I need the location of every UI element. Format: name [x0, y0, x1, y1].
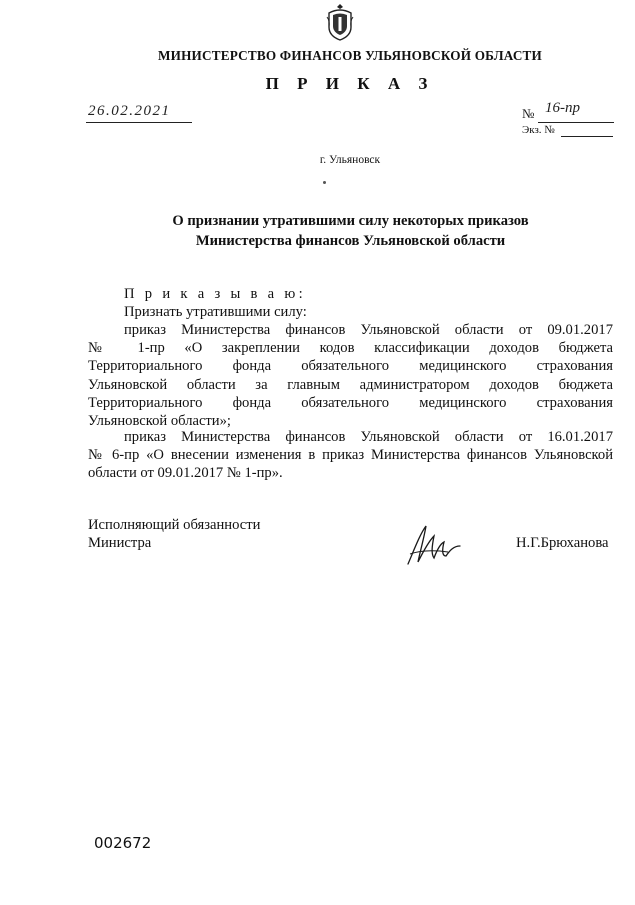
- signer-name: Н.Г.Брюханова: [516, 535, 609, 551]
- ministry-name: МИНИСТЕРСТВО ФИНАНСОВ УЛЬЯНОВСКОЙ ОБЛАСТИ: [157, 48, 543, 63]
- order-date: 26.02.2021: [88, 103, 171, 119]
- order-word: П р и к а з ы в а ю:: [124, 286, 306, 302]
- recognize-invalid-heading: Признать утратившими силу:: [124, 304, 307, 320]
- coat-of-arms-icon: [326, 3, 354, 41]
- number-underline: [538, 122, 614, 123]
- paragraph-line: Ульяновской области за главным администратором доходов бюджета: [88, 376, 613, 393]
- order-number-label: №: [522, 106, 535, 121]
- city: г. Ульяновск: [319, 154, 381, 166]
- copy-number-underline: [561, 136, 613, 137]
- paragraph-line: № 6-пр «О внесении изменения в приказ Министерства финансов Ульяновской: [88, 447, 613, 464]
- handwritten-signature-icon: [404, 520, 466, 570]
- title-line: Министерства финансов Ульяновской области: [195, 233, 506, 249]
- item-2-paragraph: [88, 428, 613, 483]
- order-title: [88, 211, 613, 251]
- paragraph-line: области от 09.01.2017 № 1-пр».: [88, 465, 283, 482]
- title-line: О признании утратившими силу некоторых приказов: [172, 213, 529, 229]
- paragraph-line: Ульяновской области»;: [88, 413, 231, 430]
- paragraph-line: Территориального фонда обязательного медицинского страхования: [88, 358, 613, 375]
- dot-mark: [323, 181, 326, 184]
- signer-position: Министра: [88, 535, 152, 551]
- copy-number-label: Экз. №: [522, 124, 555, 136]
- paragraph-line: приказ Министерства финансов Ульяновской области от 09.01.2017: [124, 322, 613, 338]
- item-1-paragraph: [88, 321, 613, 430]
- order-number: 16-пр: [545, 100, 580, 116]
- document-type: П Р И К А З: [265, 74, 435, 93]
- date-underline: [86, 122, 192, 123]
- paragraph-line: приказ Министерства финансов Ульяновской области от 16.01.2017: [124, 429, 613, 445]
- signer-position: Исполняющий обязанности: [88, 517, 261, 533]
- paragraph-line: Территориального фонда обязательного медицинского страхования: [88, 394, 613, 411]
- document-code: 002672: [94, 834, 152, 852]
- paragraph-line: № 1-пр «О закреплении кодов классификации доходов бюджета: [88, 340, 613, 357]
